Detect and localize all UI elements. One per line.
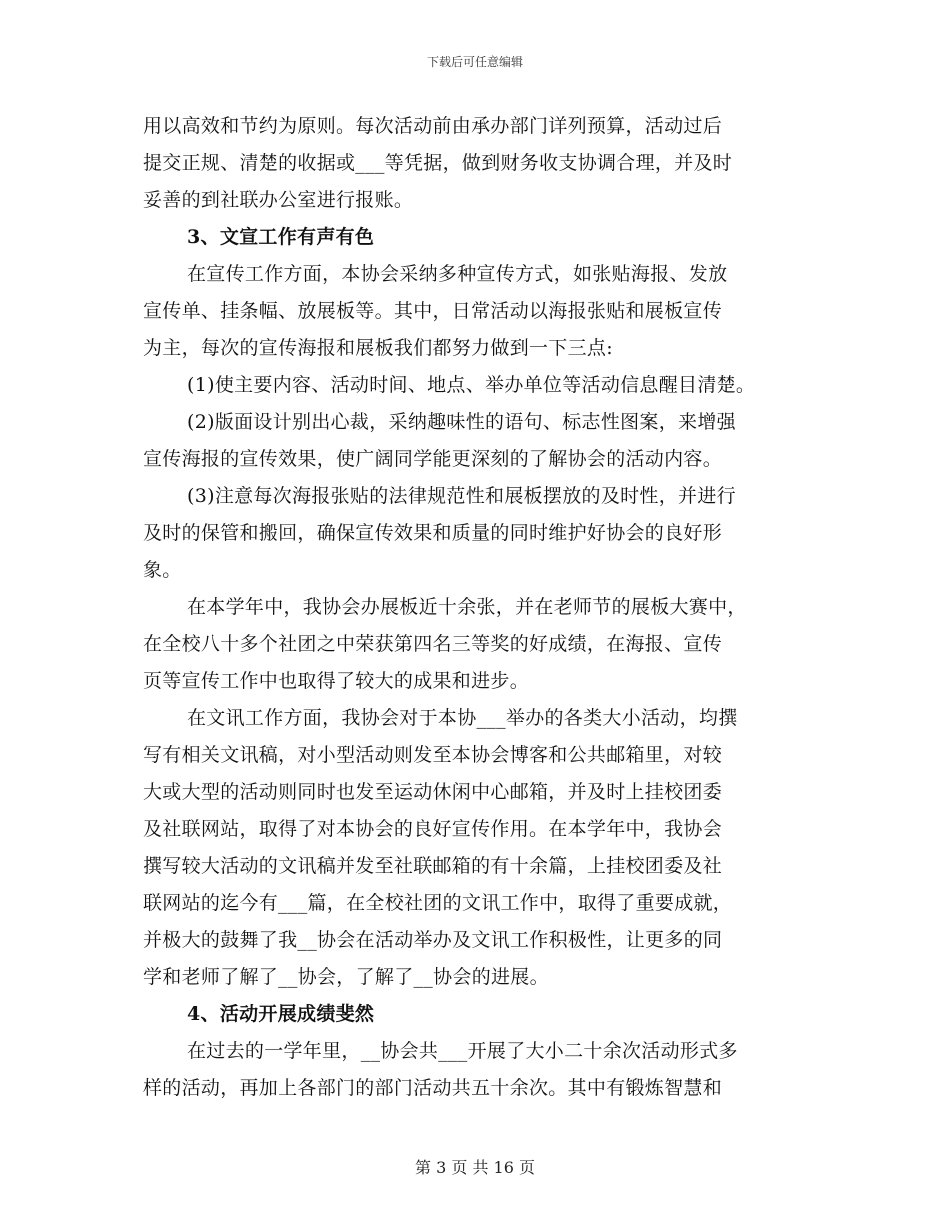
paragraph-start: 在文讯工作方面，我协会对于本协___举办的各类大小活动，均撰 — [187, 707, 738, 729]
section-heading-3: 3、文宣工作有声有色 — [187, 226, 375, 248]
body-line: 样的活动，再加上各部门的部门活动共五十余次。其中有锻炼智慧和 — [143, 1077, 723, 1099]
body-line: 及社联网站，取得了对本协会的良好宣传作用。在本学年中，我协会 — [143, 818, 723, 840]
body-line: 宣传单、挂条幅、放展板等。其中，日常活动以海报张贴和展板宣传 — [143, 300, 723, 322]
body-line: 联网站的迄今有___篇，在全校社团的文讯工作中，取得了重要成就， — [143, 892, 733, 914]
body-line: 妥善的到社联办公室进行报账。 — [143, 189, 414, 211]
list-item-2: (2)版面设计别出心裁，采纳趣味性的语句、标志性图案，来增强 — [187, 411, 736, 433]
body-line: 写有相关文讯稿，对小型活动则发至本协会博客和公共邮箱里，对较 — [143, 744, 723, 766]
body-line: 撰写较大活动的文讯稿并发至社联邮箱的有十余篇，上挂校团委及社 — [143, 855, 723, 877]
body-line: 用以高效和节约为原则。每次活动前由承办部门详列预算，活动过后 — [143, 115, 723, 137]
paragraph-start: 在宣传工作方面，本协会采纳多种宣传方式，如张贴海报、发放 — [187, 263, 728, 285]
body-line: 宣传海报的宣传效果，使广阔同学能更深刻的了解协会的活动内容。 — [143, 448, 723, 470]
list-item-1: (1)使主要内容、活动时间、地点、举办单位等活动信息醒目清楚。 — [187, 374, 756, 396]
list-item-3: (3)注意每次海报张贴的法律规范性和展板摆放的及时性，并进行 — [187, 485, 736, 507]
body-line: 大或大型的活动则同时也发至运动休闲中心邮箱，并及时上挂校团委 — [143, 781, 723, 803]
body-line: 页等宣传工作中也取得了较大的成果和进步。 — [143, 670, 530, 692]
body-line: 提交正规、清楚的收据或___等凭据，做到财务收支协调合理，并及时 — [143, 152, 733, 174]
body-line: 及时的保管和搬回，确保宣传效果和质量的同时维护好协会的良好形 — [143, 522, 723, 544]
body-line: 学和老师了解了__协会，了解了__协会的进展。 — [143, 966, 549, 988]
body-line: 象。 — [143, 559, 182, 581]
body-line: 在全校八十多个社团之中荣获第四名三等奖的好成绩，在海报、宣传 — [143, 633, 723, 655]
paragraph-start: 在本学年中，我协会办展板近十余张，并在老师节的展板大赛中， — [187, 596, 747, 618]
document-body — [143, 108, 813, 1107]
page-number-footer: 第 3 页 共 16 页 — [415, 1158, 535, 1177]
body-line: 并极大的鼓舞了我__协会在活动举办及文讯工作积极性，让更多的同 — [143, 929, 723, 951]
page-header-note: 下载后可任意编辑 — [426, 55, 523, 69]
section-heading-4: 4、活动开展成绩斐然 — [187, 1003, 375, 1025]
body-line: 为主，每次的宣传海报和展板我们都努力做到一下三点: — [143, 337, 613, 359]
paragraph-start: 在过去的一学年里，__协会共___开展了大小二十余次活动形式多 — [187, 1040, 738, 1062]
